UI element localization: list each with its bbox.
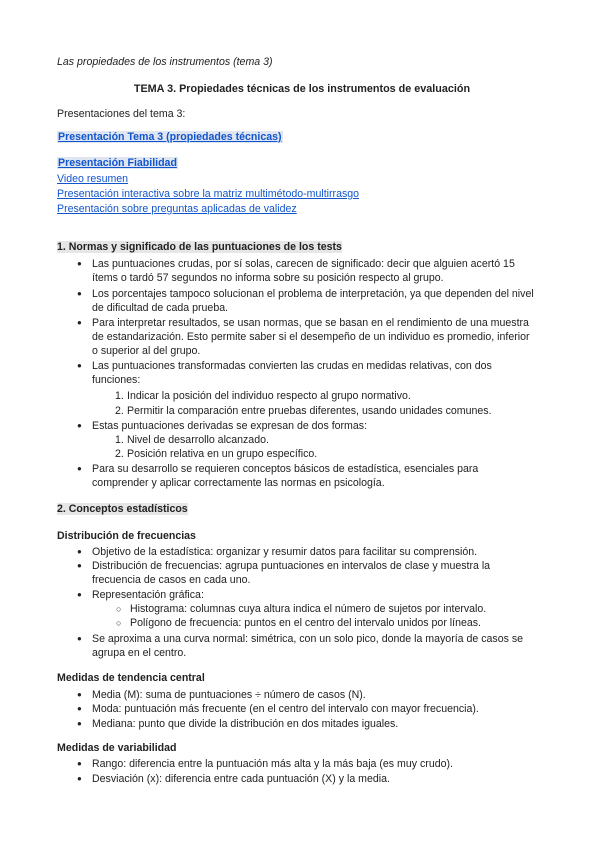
list-item: ● Rango: diferencia entre la puntuación más alta y la más baja (es muy crudo). xyxy=(92,757,537,771)
list-item: ● Media (M): suma de puntuaciones ÷ número de casos (N). xyxy=(92,688,537,702)
variab-heading: Medidas de variabilidad xyxy=(57,742,177,754)
list-item: ● Para interpretar resultados, se usan normas, que se basan en el rendimiento de una muestra de estandarización. Esto permite saber si el desempeño de un individuo es promedio, inferior o superior al del grupo. xyxy=(92,316,532,358)
page-title: TEMA 3. Propiedades técnicas de los instrumentos de evaluación xyxy=(133,83,471,95)
video-resumen-link[interactable]: Video resumen xyxy=(57,173,129,185)
list-item: 1. Nivel de desarrollo alcanzado. xyxy=(115,434,269,446)
list-item: 1. Indicar la posición del individuo respecto al grupo normativo. xyxy=(115,390,411,402)
list-item: ○ Polígono de frecuencia: puntos en el centro del intervalo unidos por líneas. xyxy=(130,616,550,630)
list-item: 2. Posición relativa en un grupo específico. xyxy=(115,448,318,460)
list-item: ● Estas puntuaciones derivadas se expresan de dos formas: xyxy=(92,419,537,433)
central-heading: Medidas de tendencia central xyxy=(57,672,205,684)
presentations-intro: Presentaciones del tema 3: xyxy=(57,108,186,120)
list-item: ● Se aproxima a una curva normal: simétrica, con un solo pico, donde la mayoría de casos se agrupa en el centro. xyxy=(92,632,537,660)
list-item: ● Moda: puntuación más frecuente (en el centro del intervalo con mayor frecuencia). xyxy=(92,702,537,716)
presentation-fiabilidad-link[interactable]: Presentación Fiabilidad xyxy=(58,157,177,169)
list-item: 2. Permitir la comparación entre pruebas diferentes, usando unidades comunes. xyxy=(115,405,492,417)
list-item: ● Desviación (x): diferencia entre cada puntuación (X) y la media. xyxy=(92,772,537,786)
validity-questions-link[interactable]: Presentación sobre preguntas aplicadas de validez xyxy=(57,203,297,215)
dist-heading: Distribución de frecuencias xyxy=(57,530,196,542)
interactive-matrix-link[interactable]: Presentación interactiva sobre la matriz multimétodo-multirrasgo xyxy=(57,188,360,200)
list-item: ● Los porcentajes tampoco solucionan el problema de interpretación, ya que dependen del nivel de dificultad de cada prueba. xyxy=(92,287,537,315)
list-item: ● Distribución de frecuencias: agrupa puntuaciones en intervalos de clase y muestra la frecuencia de casos en cada uno. xyxy=(92,559,532,587)
list-item: ● Objetivo de la estadística: organizar y resumir datos para facilitar su comprensión. xyxy=(92,545,537,559)
section2-heading: 2. Conceptos estadísticos xyxy=(57,503,188,515)
list-item: ● Para su desarrollo se requieren conceptos básicos de estadística, esenciales para comprender y aplicar correctamente las normas en psicología. xyxy=(92,462,522,490)
list-item: ● Mediana: punto que divide la distribución en dos mitades iguales. xyxy=(92,717,537,731)
list-item: ● Representación gráfica: xyxy=(92,588,532,602)
document-subtitle: Las propiedades de los instrumentos (tema 3) xyxy=(57,56,273,68)
presentation-tema3-link[interactable]: Presentación Tema 3 (propiedades técnicas) xyxy=(58,131,282,143)
list-item: ● Las puntuaciones crudas, por sí solas, carecen de significado: decir que alguien acertó 15 ítems o tardó 57 segundos no informa sobre su posición respecto al grupo. xyxy=(92,257,537,285)
list-item: ○ Histograma: columnas cuya altura indica el número de sujetos por intervalo. xyxy=(130,602,550,616)
section1-heading: 1. Normas y significado de las puntuaciones de los tests xyxy=(57,241,342,253)
list-item: ● Las puntuaciones transformadas convierten las crudas en medidas relativas, con dos funciones: xyxy=(92,359,532,387)
